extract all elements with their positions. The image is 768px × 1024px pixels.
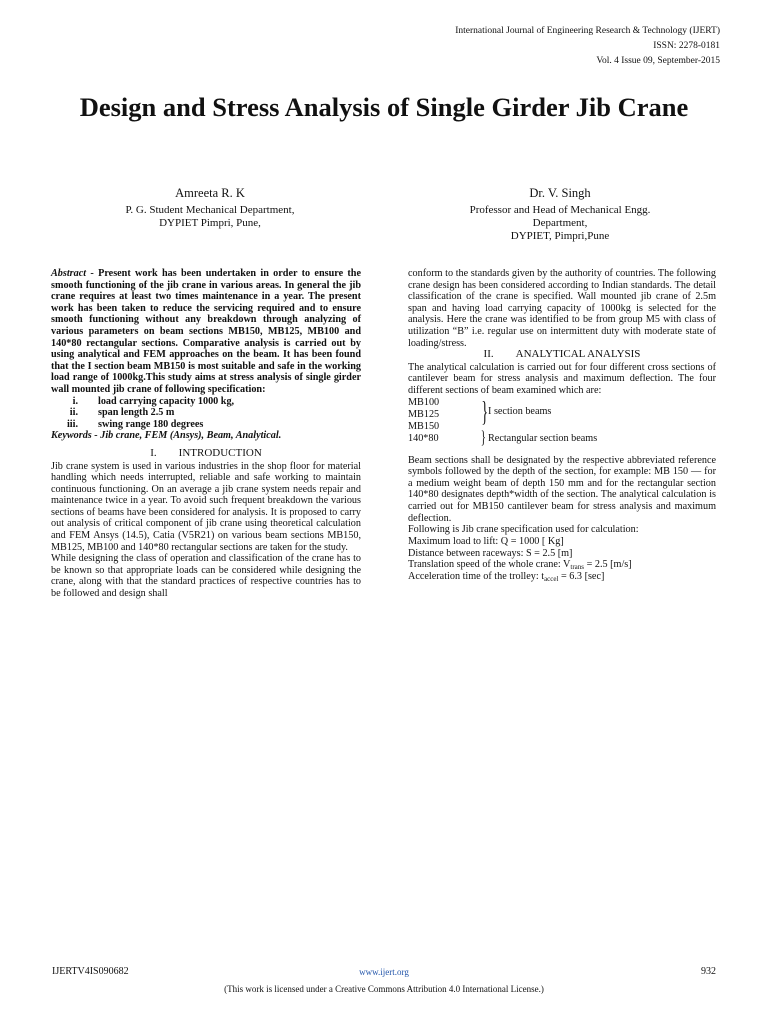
- section-heading-introduction: [51, 448, 361, 460]
- continued-paragraph: conform to the standards given by the authority of countries. The following crane design has been considered according to Indian standards. The detail classification of the crane is specified. Wall mounted jib crane of 2.5m span and having load carrying capacity of 1000kg is selected for the analysis. Here the crane was identified to be from group M5 with class of utilization “B” i.e. regular use on intermittent duty with moderate state of loading/stress.: [408, 268, 716, 349]
- page-number: 932: [701, 966, 716, 977]
- paper-id: IJERTV4IS090682: [52, 966, 129, 977]
- intro-paragraph-2: While designing the class of operation and classification of the crane has to be known so that appropriate loads can be considered while designing the crane, along with that the standard practices of respective countries has to be followed and design shall: [51, 553, 361, 600]
- crane-spec-block: [408, 524, 716, 583]
- list-text: load carrying capacity 1000 kg,: [98, 395, 235, 407]
- beam-item: MB150: [408, 420, 440, 432]
- author-institute: DYPIET Pimpri, Pune,: [159, 217, 261, 229]
- spec-text: Acceleration time of the trolley: t: [408, 571, 545, 583]
- section-number: I.: [150, 446, 157, 459]
- paper-title: Design and Stress Analysis of Single Girder Jib Crane: [79, 92, 689, 122]
- beam-item: MB125: [408, 408, 440, 420]
- spec-subscript: trans: [570, 563, 585, 572]
- list-item: [51, 407, 361, 419]
- spec-intro: Following is Jib crane specification used for calculation:: [408, 524, 639, 536]
- beam-item: 140*80: [408, 432, 439, 444]
- author-name: Dr. V. Singh: [529, 186, 591, 200]
- keywords: Keywords - Jib crane, FEM (Ansys), Beam, Analytical.: [51, 430, 282, 442]
- author-affiliation: P. G. Student Mechanical Department,: [125, 204, 295, 216]
- author-block-1: [60, 187, 360, 230]
- journal-url-link[interactable]: www.ijert.org: [359, 967, 409, 977]
- list-number: i.: [72, 395, 78, 407]
- right-column: [408, 268, 716, 583]
- journal-name: International Journal of Engineering Research & Technology (IJERT): [455, 26, 720, 36]
- spec-text: = 6.3 [sec]: [558, 571, 605, 583]
- author-department: Department,: [532, 217, 588, 229]
- abstract-lead: Abstract: [51, 268, 87, 279]
- analysis-paragraph: The analytical calculation is carried out for four different cross sections of cantilever beam for stress analysis and maximum deflection. The four different sections of beam examined which are:: [408, 361, 716, 396]
- spec-line: [408, 559, 716, 571]
- journal-header: [455, 24, 720, 69]
- list-number: ii.: [69, 407, 78, 419]
- author-block-2: [410, 187, 710, 243]
- rect-section-label: Rectangular section beams: [488, 432, 598, 444]
- section-number: II.: [483, 348, 494, 361]
- i-section-label: I section beams: [488, 405, 552, 417]
- spec-list: [51, 396, 361, 431]
- brace-icon: }: [481, 396, 489, 428]
- section-title: ANALYTICAL ANALYSIS: [515, 348, 641, 361]
- intro-paragraph-1: Jib crane system is used in various industries in the shop floor for material handling which needs interrupted, reliable and safe working to maintain continuous functioning. On an average a jib crane system needs repair and maintenance twice in a year. To avoid such frequent breakdown the various sections of beams have been considered for analysis. It is proposed to carry out analysis of critical component of jib crane using theoretical calculation and FEM Ansys (14.5), Catia (V5R21) on various beam sections MB150, MB125, MB100 and 140*80 rectangular sections are taken for the study.: [51, 460, 361, 553]
- license-note: (This work is licensed under a Creative Commons Attribution 4.0 International License.): [224, 984, 544, 994]
- abstract-text: - Present work has been undertaken in order to ensure the smooth functioning of the jib crane in various areas. In general the jib crane requires at least two times maintenance in a year. The present work has been taken to reduce the servicing required and to ensure smooth functioning without any breakdown through analyzing of various parameters on beam sections MB150, MB125, MB100 and 140*80 rectangular sections. Comparative analysis is carried out by using analytical and FEM approaches on the beam. It has been found that the I section beam MB150 is most suitable and safe in the working load range of 1000kg.This study aims at stress analysis of single girder wall mounted jib crane of following specification:: [51, 268, 361, 395]
- author-institute: DYPIET, Pimpri,Pune: [510, 230, 610, 242]
- left-column: [51, 268, 361, 600]
- list-item: [51, 396, 361, 408]
- journal-issue: Vol. 4 Issue 09, September-2015: [596, 56, 720, 66]
- author-name: Amreeta R. K: [175, 186, 245, 200]
- beam-section-list: [408, 397, 716, 445]
- spec-line: Distance between raceways: S = 2.5 [m]: [408, 547, 573, 559]
- list-item: [51, 419, 361, 431]
- beam-item: MB100: [408, 396, 440, 408]
- section-title: INTRODUCTION: [178, 446, 262, 459]
- spec-line: [408, 571, 716, 583]
- author-affiliation: Professor and Head of Mechanical Engg.: [469, 204, 651, 216]
- spec-line: Maximum load to lift: Q = 1000 [ Kg]: [408, 535, 564, 547]
- beam-names: [408, 397, 439, 445]
- journal-issn: ISSN: 2278-0181: [653, 41, 720, 51]
- spec-text: Translation speed of the whole crane: V: [408, 559, 571, 571]
- brace-icon: }: [480, 426, 486, 447]
- spec-text: = 2.5 [m/s]: [584, 559, 632, 571]
- list-text: span length 2.5 m: [98, 407, 175, 419]
- designation-paragraph: Beam sections shall be designated by the respective abbreviated reference symbols followed by the depth of the section, for example: MB 150 — for a medium weight beam of depth 150 mm and for the rectangular section 140*80 designates depth*width of the section. The analytical calculation is carried out for MB150 cantilever beam for stress analysis and maximum deflection.: [408, 454, 716, 524]
- section-heading-analytical: [408, 349, 716, 361]
- list-number: iii.: [66, 418, 78, 430]
- abstract: [51, 268, 361, 396]
- spec-subscript: accel: [544, 575, 559, 584]
- list-text: swing range 180 degrees: [98, 418, 204, 430]
